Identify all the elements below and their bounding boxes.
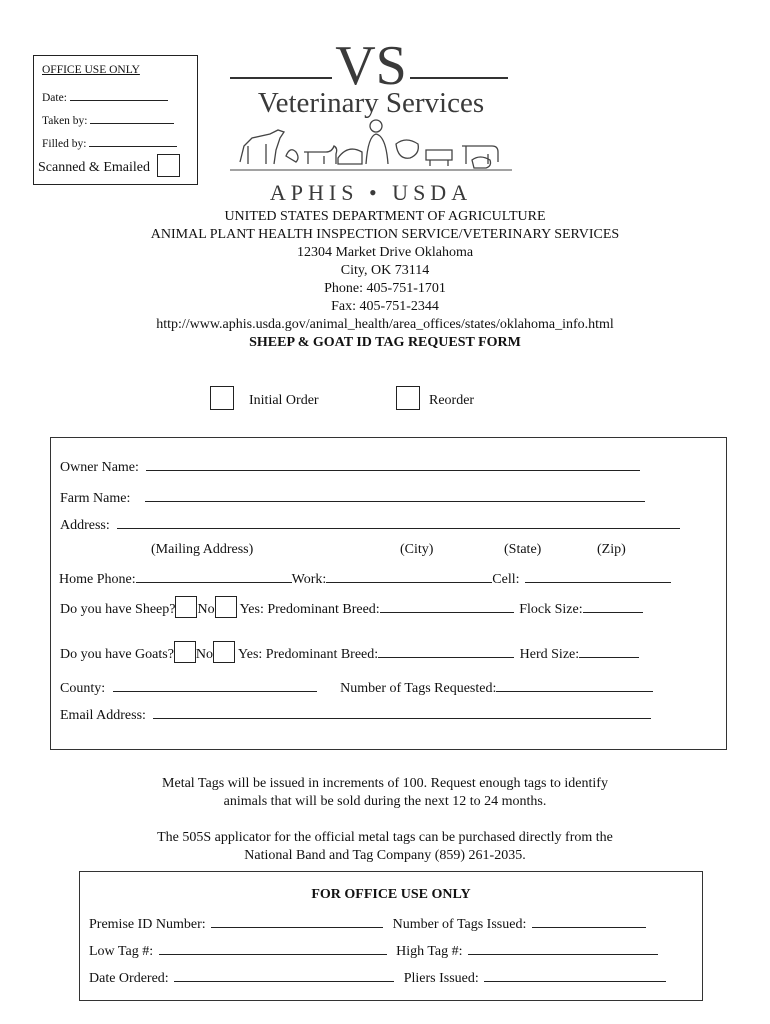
vs-monogram: VS [335,35,407,97]
work-phone-field[interactable] [326,569,492,583]
cell-label: Cell: [492,572,520,587]
goats-breed-field[interactable] [378,644,514,658]
zip-hint: (Zip) [597,542,626,557]
flock-size-label: Flock Size: [519,602,583,617]
home-phone-field[interactable] [136,569,292,583]
date-ordered-field[interactable] [174,968,394,982]
office-date-field[interactable] [70,87,168,101]
flock-size-field[interactable] [583,599,643,613]
header-address: 12304 Market Drive Oklahoma [296,245,474,260]
header-fax: Fax: 405-751-2344 [331,299,439,314]
goats-row [60,641,639,663]
date-ordered-label: Date Ordered: [89,971,169,986]
low-tag-field[interactable] [159,941,387,955]
farm-name-field[interactable] [145,488,645,502]
goats-no-checkbox[interactable] [174,641,196,663]
scanned-checkbox[interactable] [157,154,180,177]
email-label: Email Address: [60,708,146,723]
sheep-no-checkbox[interactable] [175,596,197,618]
work-label: Work: [291,572,327,587]
office-scanned-row [38,154,180,177]
pliers-issued-field[interactable] [484,968,666,982]
owner-name-field[interactable] [146,457,640,471]
premise-row [89,914,646,933]
address-field[interactable] [117,515,680,529]
initial-order-label: Initial Order [249,393,319,408]
premise-id-field[interactable] [211,914,383,928]
goats-no-label: No [195,647,214,662]
tag-range-row [89,941,658,960]
phone-row [59,569,671,588]
office-taken-field[interactable] [90,110,174,124]
cell-phone-field[interactable] [525,569,671,583]
note-applicator-line-2: National Band and Tag Company (859) 261-2035. [244,848,526,863]
animals-illustration [240,120,498,168]
header-line-2: ANIMAL PLANT HEALTH INSPECTION SERVICE/VETERINARY SERVICES [150,227,620,242]
goats-breed-label: Yes: Predominant Breed: [238,647,379,662]
farm-row [60,488,645,507]
sheep-row [60,596,643,618]
address-row [60,515,680,534]
county-label: County: [60,681,106,696]
mailing-hint: (Mailing Address) [151,542,254,557]
office-filled-field[interactable] [89,133,177,147]
owner-row [60,457,640,476]
logo-agency: APHIS • USDA [269,180,473,204]
low-tag-label: Low Tag #: [89,944,154,959]
sheep-breed-field[interactable] [380,599,514,613]
email-field[interactable] [153,705,651,719]
sheep-breed-label: Yes: Predominant Breed: [239,602,380,617]
goats-yes-checkbox[interactable] [213,641,235,663]
header-phone: Phone: 405-751-1701 [324,281,446,296]
sheep-question: Do you have Sheep? [60,602,176,617]
office-taken-label: Taken by: [42,115,88,127]
email-row [60,705,651,724]
office-taken-row [42,110,174,127]
note-applicator-line-1: The 505S applicator for the official metal tags can be purchased directly from the [157,830,613,845]
logo-name: Veterinary Services [257,87,485,119]
high-tag-label: High Tag #: [396,944,463,959]
office-form-title: FOR OFFICE USE ONLY [311,887,471,902]
header-url[interactable]: http://www.aphis.usda.gov/animal_health/area_offices/states/oklahoma_info.html [156,317,614,332]
form-title: SHEEP & GOAT ID TAG REQUEST FORM [249,335,521,350]
office-date-row [42,87,168,104]
county-row [60,678,653,697]
herd-size-label: Herd Size: [519,647,580,662]
reorder-label: Reorder [429,393,475,408]
date-ordered-row [89,968,666,987]
sheep-yes-checkbox[interactable] [215,596,237,618]
tags-requested-label: Number of Tags Requested: [340,681,497,696]
office-use-box [33,55,198,185]
premise-id-label: Premise ID Number: [89,917,206,932]
vs-logo [226,34,516,204]
office-filled-row [42,133,177,150]
office-date-label: Date: [42,92,67,104]
owner-label: Owner Name: [60,460,139,475]
header-line-1: UNITED STATES DEPARTMENT OF AGRICULTURE [224,209,546,224]
office-use-title: OFFICE USE ONLY [42,64,140,76]
herd-size-field[interactable] [579,644,639,658]
tags-issued-field[interactable] [532,914,646,928]
home-phone-label: Home Phone: [59,572,136,587]
city-hint: (City) [400,542,434,557]
state-hint: (State) [504,542,542,557]
farm-label: Farm Name: [60,491,131,506]
initial-order-checkbox[interactable] [210,386,234,410]
tags-issued-label: Number of Tags Issued: [392,917,527,932]
pliers-issued-label: Pliers Issued: [403,971,479,986]
reorder-checkbox[interactable] [396,386,420,410]
note-tags-line-2: animals that will be sold during the next 12 to 24 months. [223,794,547,809]
note-tags-line-1: Metal Tags will be issued in increments of 100. Request enough tags to identify [162,776,608,791]
office-scanned-label: Scanned & Emailed [38,160,150,175]
goats-question: Do you have Goats? [60,647,174,662]
sheep-no-label: No [197,602,215,617]
office-filled-label: Filled by: [42,138,87,150]
tags-requested-field[interactable] [496,678,653,692]
header-city: City, OK 73114 [340,263,430,278]
county-field[interactable] [113,678,317,692]
request-form [50,437,727,750]
office-use-form [79,871,703,1001]
address-label: Address: [60,518,110,533]
high-tag-field[interactable] [468,941,658,955]
